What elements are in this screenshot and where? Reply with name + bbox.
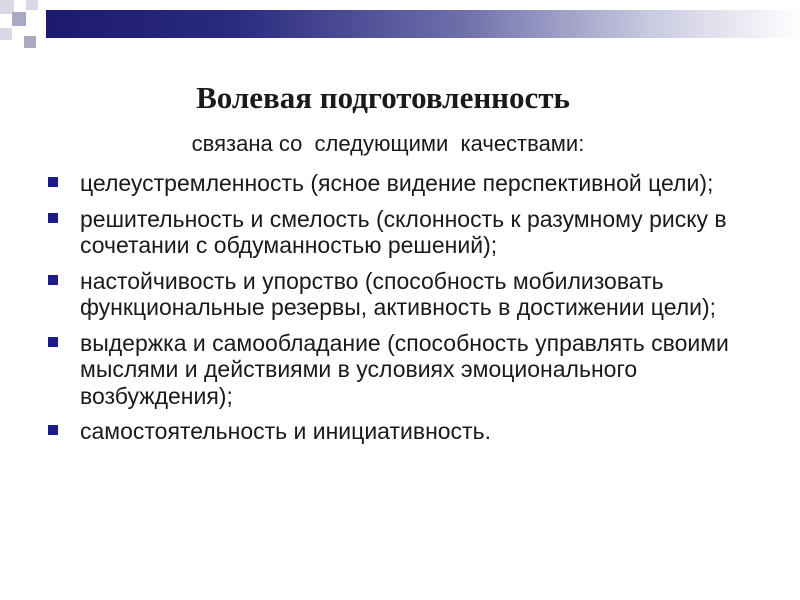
list-item (48, 170, 788, 197)
list-item (48, 206, 788, 259)
list-item-text: целеустремленность (ясное видение перспективной цели); (80, 170, 714, 196)
decorative-square (24, 36, 36, 48)
decorative-square (0, 28, 12, 40)
square-bullet-icon (48, 425, 58, 435)
list-item (48, 330, 788, 410)
decorative-square (12, 12, 26, 26)
slide-subtitle: связана со следующими качествами: (191, 131, 585, 156)
list-item (48, 418, 788, 445)
square-bullet-icon (48, 213, 58, 223)
slide-title: Волевая подготовленность (196, 80, 570, 115)
square-bullet-icon (48, 275, 58, 285)
list-item-text: решительность и смелость (склонность к разумному риску в сочетании с обдуманностью решений); (80, 205, 727, 258)
decorative-square (26, 0, 38, 10)
qualities-list (48, 170, 788, 454)
decorative-header-band (0, 0, 800, 50)
list-item-text: выдержка и самообладание (способность управлять своими мыслями и действиями в условиях эмоционального возбуждения); (80, 329, 729, 409)
list-item-text: самостоятельность и инициативность. (80, 418, 491, 444)
list-item (48, 268, 788, 321)
list-item-text: настойчивость и упорство (способность мобилизовать функциональные резервы, активность в достижении цели); (80, 267, 717, 320)
header-gradient-bar (46, 10, 800, 38)
square-bullet-icon (48, 177, 58, 187)
square-bullet-icon (48, 337, 58, 347)
